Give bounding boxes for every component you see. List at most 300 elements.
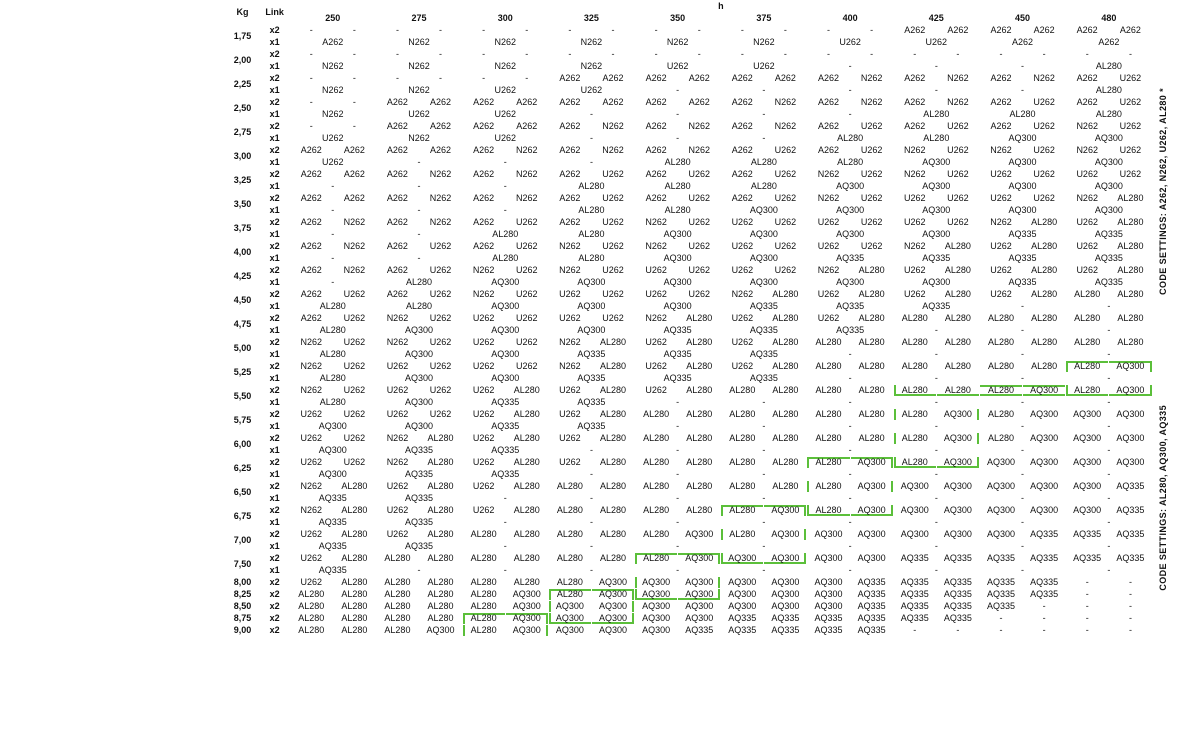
cell-x2: AL280 xyxy=(591,361,634,373)
cell-x2: - xyxy=(1066,601,1109,613)
cell-x1: AQ335 xyxy=(290,565,376,577)
cell-x1: AL280 xyxy=(1066,61,1152,73)
legend-green-label: CODE SETTINGS: A262, N262, U262, AL280 * xyxy=(1157,88,1168,295)
cell-x2: AL280 xyxy=(419,505,462,517)
cell-x1: AQ335 xyxy=(376,469,462,481)
cell-x2: AQ300 xyxy=(721,577,764,589)
cell-x2: AL280 xyxy=(764,457,807,469)
cell-x2: A262 xyxy=(591,97,634,109)
cell-x2: AQ300 xyxy=(893,529,936,541)
row-label-kg: 8,50 xyxy=(226,601,260,613)
cell-x2: - xyxy=(333,25,376,37)
cell-x1: AQ335 xyxy=(635,373,721,385)
cell-x1: AQ300 xyxy=(721,277,807,289)
cell-x1: AQ300 xyxy=(462,301,548,313)
cell-x1: - xyxy=(376,229,462,241)
cell-x1: - xyxy=(376,565,462,577)
cell-x2: AQ300 xyxy=(764,589,807,601)
table-row xyxy=(226,97,1175,109)
cell-x2: AQ300 xyxy=(850,457,893,469)
cell-x1: - xyxy=(807,349,893,361)
cell-x2: A262 xyxy=(979,25,1022,37)
cell-x2: N262 xyxy=(764,121,807,133)
cell-x2: AL280 xyxy=(1023,217,1066,229)
cell-x2: A262 xyxy=(290,193,333,205)
cell-x2: AQ300 xyxy=(936,433,979,445)
cell-x2: N262 xyxy=(290,361,333,373)
cell-x2: A262 xyxy=(936,25,979,37)
row-link-x2: x2 xyxy=(260,613,290,625)
cell-x2: U262 xyxy=(419,265,462,277)
cell-x2: A262 xyxy=(505,97,548,109)
row-link-x1: x1 xyxy=(260,109,290,121)
row-label-kg: 3,75 xyxy=(226,217,260,241)
cell-x2: A262 xyxy=(635,121,678,133)
cell-x2: AL280 xyxy=(850,409,893,421)
cell-x2: AL280 xyxy=(591,481,634,493)
cell-x2: AL280 xyxy=(893,409,936,421)
row-label-kg: 5,25 xyxy=(226,361,260,385)
cell-x1: - xyxy=(635,493,721,505)
cell-x1: AQ335 xyxy=(721,349,807,361)
cell-x1: AQ300 xyxy=(635,253,721,265)
cell-x2: AL280 xyxy=(1109,193,1152,205)
cell-x1: - xyxy=(1066,469,1152,481)
cell-x2: N262 xyxy=(635,313,678,325)
cell-x2: - xyxy=(893,49,936,61)
row-link-x2: x2 xyxy=(260,145,290,157)
cell-x2: U262 xyxy=(635,265,678,277)
cell-x2: AL280 xyxy=(850,361,893,373)
cell-x2: U262 xyxy=(290,529,333,541)
cell-x2: AL280 xyxy=(290,625,333,637)
cell-x2: AL280 xyxy=(721,529,764,541)
cell-x2: U262 xyxy=(1066,169,1109,181)
cell-x1: - xyxy=(290,253,376,265)
cell-x2: AL280 xyxy=(678,409,721,421)
cell-x2: U262 xyxy=(591,313,634,325)
column-header-250: 250 xyxy=(290,13,376,25)
cell-x2: AQ300 xyxy=(1066,433,1109,445)
cell-x1: U262 xyxy=(290,133,376,145)
cell-x2: AL280 xyxy=(721,433,764,445)
cell-x1: N262 xyxy=(376,133,462,145)
cell-x2: A262 xyxy=(635,193,678,205)
header-h: h xyxy=(290,1,1152,13)
row-link-x2: x2 xyxy=(260,625,290,637)
cell-x2: U262 xyxy=(764,145,807,157)
cell-x2: AL280 xyxy=(419,613,462,625)
cell-x2: AL280 xyxy=(721,481,764,493)
cell-x1: - xyxy=(893,565,979,577)
cell-x2: AQ335 xyxy=(936,601,979,613)
cell-x2: AQ335 xyxy=(893,613,936,625)
cell-x1: - xyxy=(893,541,979,553)
cell-x1: - xyxy=(548,469,634,481)
cell-x1: AQ300 xyxy=(548,277,634,289)
cell-x2: U262 xyxy=(419,313,462,325)
cell-x2: U262 xyxy=(635,361,678,373)
cell-x2: A262 xyxy=(290,145,333,157)
cell-x2: U262 xyxy=(376,361,419,373)
row-link-x2: x2 xyxy=(260,289,290,301)
cell-x2: U262 xyxy=(979,289,1022,301)
cell-x1: - xyxy=(635,85,721,97)
cell-x1: AQ300 xyxy=(462,349,548,361)
cell-x2: U262 xyxy=(1109,169,1152,181)
cell-x2: U262 xyxy=(419,289,462,301)
row-label-kg: 5,50 xyxy=(226,385,260,409)
cell-x1: N262 xyxy=(462,37,548,49)
cell-x2: A262 xyxy=(333,169,376,181)
row-label-kg: 8,25 xyxy=(226,589,260,601)
cell-x2: A262 xyxy=(376,265,419,277)
cell-x2: AL280 xyxy=(635,481,678,493)
cell-x2: - xyxy=(505,73,548,85)
cell-x2: AQ300 xyxy=(1066,481,1109,493)
cell-x1: AQ300 xyxy=(462,373,548,385)
cell-x2: U262 xyxy=(807,241,850,253)
cell-x2: N262 xyxy=(936,97,979,109)
cell-x2: AL280 xyxy=(1023,289,1066,301)
cell-x1: - xyxy=(721,109,807,121)
table-row xyxy=(226,361,1175,373)
cell-x2: N262 xyxy=(505,169,548,181)
cell-x2: AL280 xyxy=(419,601,462,613)
row-link-x2: x2 xyxy=(260,241,290,253)
cell-x2: AL280 xyxy=(591,553,634,565)
cell-x1: AQ300 xyxy=(721,205,807,217)
cell-x2: AQ300 xyxy=(764,601,807,613)
cell-x2: AL280 xyxy=(591,433,634,445)
cell-x2: U262 xyxy=(462,361,505,373)
cell-x1: - xyxy=(893,349,979,361)
cell-x1: - xyxy=(635,421,721,433)
cell-x2: N262 xyxy=(290,481,333,493)
legend-spacer xyxy=(1152,1,1174,25)
cell-x2: U262 xyxy=(979,169,1022,181)
cell-x1: AL280 xyxy=(290,397,376,409)
cell-x2: A262 xyxy=(376,169,419,181)
cell-x2: AQ300 xyxy=(635,601,678,613)
cell-x1: AQ335 xyxy=(979,277,1065,289)
cell-x1: AL280 xyxy=(548,253,634,265)
cell-x1: - xyxy=(979,541,1065,553)
cell-x2: AQ300 xyxy=(721,553,764,565)
cell-x2: N262 xyxy=(764,97,807,109)
cell-x1: AQ300 xyxy=(979,133,1065,145)
cell-x2: AQ300 xyxy=(936,457,979,469)
cell-x2: AQ300 xyxy=(635,589,678,601)
cell-x2: AQ335 xyxy=(678,625,721,637)
table-row xyxy=(226,349,1175,361)
table-row xyxy=(226,301,1175,313)
cell-x2: - xyxy=(1066,613,1109,625)
cell-x2: AQ300 xyxy=(850,481,893,493)
cell-x1: AQ300 xyxy=(979,157,1065,169)
cell-x2: A262 xyxy=(807,121,850,133)
cell-x2: U262 xyxy=(1066,265,1109,277)
cell-x2: U262 xyxy=(333,337,376,349)
row-link-x2: x2 xyxy=(260,553,290,565)
cell-x2: A262 xyxy=(462,145,505,157)
cell-x1: - xyxy=(721,133,807,145)
cell-x2: U262 xyxy=(290,457,333,469)
cell-x2: A262 xyxy=(635,97,678,109)
cell-x1: AQ300 xyxy=(1066,181,1152,193)
cell-x2: N262 xyxy=(548,361,591,373)
cell-x2: U262 xyxy=(462,409,505,421)
row-label-kg: 2,75 xyxy=(226,121,260,145)
cell-x2: N262 xyxy=(850,73,893,85)
cell-x1: - xyxy=(462,157,548,169)
cell-x1: AQ300 xyxy=(893,157,979,169)
cell-x1: - xyxy=(376,157,462,169)
cell-x1: N262 xyxy=(290,109,376,121)
cell-x1: AL280 xyxy=(376,277,462,289)
cell-x2: A262 xyxy=(979,121,1022,133)
cell-x2: - xyxy=(1109,613,1152,625)
cell-x1: - xyxy=(635,109,721,121)
cell-x2: A262 xyxy=(333,193,376,205)
header-row-columns xyxy=(226,13,1175,25)
cell-x2: - xyxy=(721,49,764,61)
cell-x1: - xyxy=(548,445,634,457)
row-link-x2: x2 xyxy=(260,457,290,469)
cell-x1: - xyxy=(1066,517,1152,529)
cell-x1: AL280 xyxy=(635,205,721,217)
row-link-x2: x2 xyxy=(260,97,290,109)
cell-x2: - xyxy=(290,73,333,85)
cell-x2: U262 xyxy=(721,361,764,373)
cell-x2: A262 xyxy=(548,97,591,109)
table-row xyxy=(226,109,1175,121)
cell-x2: N262 xyxy=(376,457,419,469)
cell-x2: AL280 xyxy=(333,481,376,493)
table-row xyxy=(226,133,1175,145)
cell-x2: AL280 xyxy=(893,385,936,397)
cell-x2: A262 xyxy=(1023,25,1066,37)
cell-x2: U262 xyxy=(764,193,807,205)
cell-x2: U262 xyxy=(376,505,419,517)
cell-x2: AQ300 xyxy=(1023,409,1066,421)
cell-x2: AQ335 xyxy=(807,613,850,625)
cell-x1: AL280 xyxy=(721,181,807,193)
cell-x2: A262 xyxy=(376,241,419,253)
cell-x2: AQ300 xyxy=(936,505,979,517)
cell-x2: AL280 xyxy=(1066,385,1109,397)
row-label-kg: 5,75 xyxy=(226,409,260,433)
cell-x2: AQ335 xyxy=(721,625,764,637)
table-row xyxy=(226,229,1175,241)
cell-x2: - xyxy=(850,49,893,61)
cell-x2: AQ300 xyxy=(721,589,764,601)
cell-x2: AL280 xyxy=(936,361,979,373)
cell-x1: AQ300 xyxy=(290,445,376,457)
cell-x1: - xyxy=(635,469,721,481)
cell-x2: A262 xyxy=(548,193,591,205)
row-link-x1: x1 xyxy=(260,469,290,481)
cell-x1: N262 xyxy=(376,85,462,97)
cell-x2: - xyxy=(807,49,850,61)
cell-x1: - xyxy=(979,421,1065,433)
cell-x2: U262 xyxy=(462,337,505,349)
cell-x2: A262 xyxy=(462,169,505,181)
cell-x2: AL280 xyxy=(893,457,936,469)
row-link-x1: x1 xyxy=(260,325,290,337)
row-link-x1: x1 xyxy=(260,517,290,529)
cell-x2: - xyxy=(1109,601,1152,613)
table-row xyxy=(226,553,1175,565)
cell-x2: U262 xyxy=(678,217,721,229)
table-row xyxy=(226,241,1175,253)
cell-x2: N262 xyxy=(376,337,419,349)
cell-x2: - xyxy=(376,25,419,37)
table-row xyxy=(226,601,1175,613)
cell-x1: - xyxy=(979,301,1065,313)
cell-x2: AL280 xyxy=(419,553,462,565)
cell-x1: AQ300 xyxy=(893,277,979,289)
cell-x2: U262 xyxy=(333,457,376,469)
cell-x1: - xyxy=(376,205,462,217)
row-label-kg: 2,25 xyxy=(226,73,260,97)
cell-x2: AQ335 xyxy=(936,577,979,589)
cell-x2: - xyxy=(333,97,376,109)
row-label-kg: 6,00 xyxy=(226,433,260,457)
cell-x2: AL280 xyxy=(1109,265,1152,277)
cell-x2: AQ300 xyxy=(635,613,678,625)
cell-x2: AQ335 xyxy=(850,625,893,637)
cell-x2: AL280 xyxy=(850,265,893,277)
cell-x1: - xyxy=(979,517,1065,529)
cell-x2: U262 xyxy=(979,193,1022,205)
cell-x2: - xyxy=(333,73,376,85)
cell-x1: - xyxy=(635,133,721,145)
cell-x1: AQ335 xyxy=(376,445,462,457)
cell-x2: AL280 xyxy=(462,613,505,625)
cell-x2: AQ300 xyxy=(591,577,634,589)
cell-x1: - xyxy=(548,541,634,553)
cell-x2: - xyxy=(376,49,419,61)
cell-x1: - xyxy=(548,493,634,505)
cell-x2: U262 xyxy=(850,193,893,205)
cell-x1: - xyxy=(462,541,548,553)
cell-x1: - xyxy=(1066,445,1152,457)
table-row xyxy=(226,61,1175,73)
cell-x2: A262 xyxy=(376,289,419,301)
row-link-x1: x1 xyxy=(260,493,290,505)
cell-x1: AQ300 xyxy=(376,325,462,337)
table-row xyxy=(226,445,1175,457)
cell-x2: AQ300 xyxy=(419,625,462,637)
table-row xyxy=(226,49,1175,61)
cell-x2: - xyxy=(1066,49,1109,61)
cell-x1: - xyxy=(721,541,807,553)
cell-x2: AQ300 xyxy=(1109,409,1152,421)
cell-x2: N262 xyxy=(548,265,591,277)
cell-x2: N262 xyxy=(678,121,721,133)
cell-x1: AQ335 xyxy=(376,493,462,505)
cell-x1: - xyxy=(893,325,979,337)
cell-x2: U262 xyxy=(678,289,721,301)
cell-x1: AQ300 xyxy=(893,181,979,193)
table-row xyxy=(226,37,1175,49)
cell-x2: A262 xyxy=(462,193,505,205)
cell-x2: AL280 xyxy=(505,385,548,397)
cell-x1: - xyxy=(893,493,979,505)
cell-x1: - xyxy=(635,565,721,577)
table-row xyxy=(226,289,1175,301)
cell-x2: A262 xyxy=(721,193,764,205)
cell-x2: N262 xyxy=(1066,193,1109,205)
cell-x2: AL280 xyxy=(807,409,850,421)
cell-x2: N262 xyxy=(333,265,376,277)
cell-x2: AL280 xyxy=(678,457,721,469)
cell-x2: - xyxy=(893,625,936,637)
cell-x1: - xyxy=(721,421,807,433)
row-label-kg: 3,50 xyxy=(226,193,260,217)
cell-x2: U262 xyxy=(462,505,505,517)
cell-x1: AQ335 xyxy=(462,421,548,433)
row-link-x2: x2 xyxy=(260,49,290,61)
cell-x2: AQ300 xyxy=(979,529,1022,541)
column-header-350: 350 xyxy=(635,13,721,25)
row-link-x1: x1 xyxy=(260,85,290,97)
cell-x1: AL280 xyxy=(893,133,979,145)
cell-x2: AL280 xyxy=(807,457,850,469)
column-header-450: 450 xyxy=(979,13,1065,25)
cell-x2: U262 xyxy=(979,265,1022,277)
row-link-x1: x1 xyxy=(260,61,290,73)
cell-x2: AQ335 xyxy=(1109,481,1152,493)
cell-x2: AQ335 xyxy=(850,589,893,601)
cell-x2: - xyxy=(290,49,333,61)
cell-x2: - xyxy=(333,121,376,133)
cell-x2: AL280 xyxy=(721,385,764,397)
row-link-x2: x2 xyxy=(260,217,290,229)
cell-x1: AQ335 xyxy=(807,301,893,313)
cell-x2: - xyxy=(1023,613,1066,625)
cell-x1: - xyxy=(376,253,462,265)
cell-x2: A262 xyxy=(893,73,936,85)
cell-x2: A262 xyxy=(764,73,807,85)
cell-x2: A262 xyxy=(376,193,419,205)
table-row xyxy=(226,25,1175,37)
cell-x2: AL280 xyxy=(1023,313,1066,325)
cell-x2: AQ300 xyxy=(850,553,893,565)
cell-x2: U262 xyxy=(678,169,721,181)
cell-x2: U262 xyxy=(721,217,764,229)
table-row xyxy=(226,565,1175,577)
row-link-x1: x1 xyxy=(260,205,290,217)
cell-x2: N262 xyxy=(591,121,634,133)
cell-x2: AL280 xyxy=(678,433,721,445)
row-link-x2: x2 xyxy=(260,313,290,325)
cell-x2: - xyxy=(1066,577,1109,589)
cell-x2: N262 xyxy=(635,217,678,229)
row-label-kg: 4,00 xyxy=(226,241,260,265)
cell-x1: - xyxy=(462,205,548,217)
cell-x2: A262 xyxy=(807,97,850,109)
cell-x2: N262 xyxy=(893,241,936,253)
table-row xyxy=(226,181,1175,193)
cell-x2: AL280 xyxy=(505,505,548,517)
cell-x2: AL280 xyxy=(1066,337,1109,349)
cell-x2: AL280 xyxy=(333,529,376,541)
cell-x2: AL280 xyxy=(979,337,1022,349)
cell-x2: N262 xyxy=(548,241,591,253)
cell-x1: - xyxy=(807,541,893,553)
